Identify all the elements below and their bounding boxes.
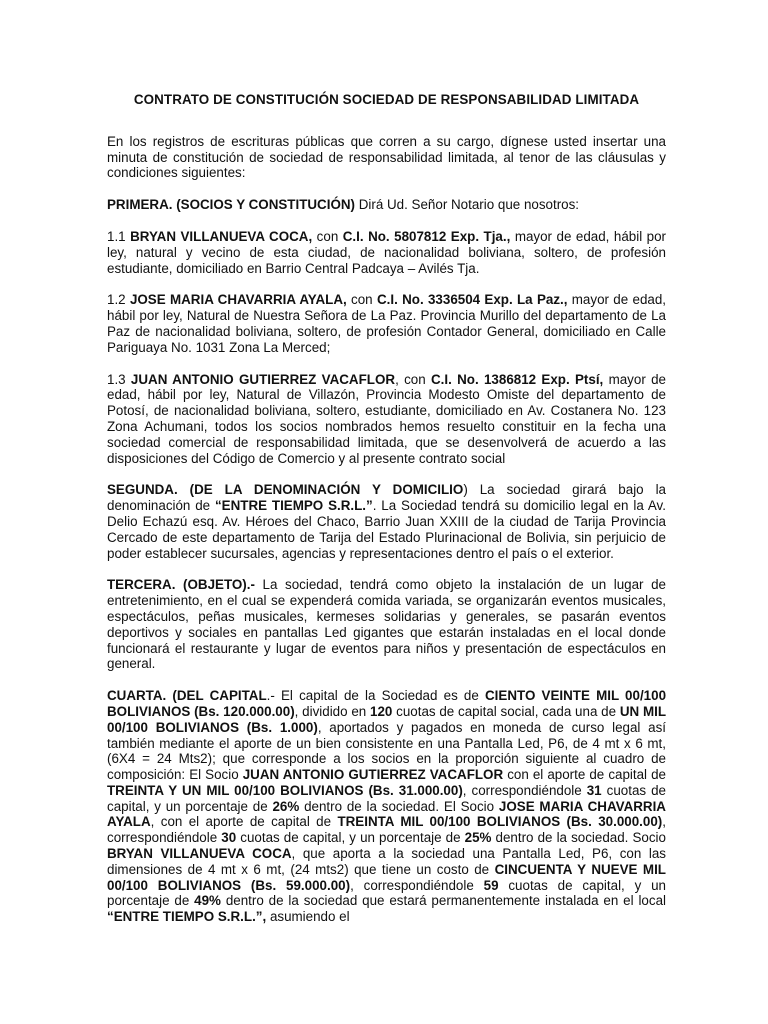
intro-paragraph: En los registros de escrituras públicas que corren a su cargo, dígnese usted insertar una minuta de constitución de sociedad de responsabilidad limitada, al tenor de las cláusulas y condiciones siguientes: xyxy=(107,133,666,181)
socio-3-paragraph xyxy=(107,372,666,467)
clause-segunda xyxy=(107,482,666,561)
bold-fragment: JUAN ANTONIO GUTIERREZ VACAFLOR xyxy=(242,767,504,783)
text-fragment: dentro de la sociedad. El Socio xyxy=(299,798,499,814)
socio-ci: C.I. No. 5807812 Exp. Tja., xyxy=(342,228,511,244)
bold-fragment: 25% xyxy=(464,830,492,846)
text-fragment: cuotas de capital, y un porcentaje de xyxy=(236,830,465,846)
text-fragment: cuotas de capital, y un porcentaje de xyxy=(107,877,666,909)
bold-fragment: UN MIL 00/100 BOLIVIANOS (Bs. 1.000) xyxy=(107,703,667,735)
socio-1-paragraph xyxy=(107,229,666,276)
clause-text: Dirá Ud. Señor Notario que nosotros: xyxy=(355,197,580,213)
text-fragment: , correspondiéndole xyxy=(350,877,484,893)
socio-name: JUAN ANTONIO GUTIERREZ VACAFLOR xyxy=(130,371,396,387)
socio-2-paragraph xyxy=(107,292,666,355)
bold-fragment: 120 xyxy=(370,703,393,719)
bold-fragment: 31 xyxy=(586,782,602,798)
text-fragment: con el aporte de capital de xyxy=(503,767,666,783)
clause-text: La sociedad, tendrá como objeto la instalación de un lugar de entretenimiento, en el cual se expenderá comida variada, se organizarán eventos musicales, espectáculos, peñas musicales, kermeses solidarias y generales, se pasarán eventos deportivos y sociales en pantallas Led gigantes que estarán instaladas en el local donde funcionará el restaurante y lugar de eventos para niños y presentación de espectáculos en general. xyxy=(107,577,666,672)
text-fragment: con xyxy=(312,228,343,244)
item-number: 1.2 xyxy=(107,292,130,308)
bold-fragment: 59 xyxy=(483,877,499,893)
bold-fragment: 49% xyxy=(194,893,221,909)
socio-ci: C.I. No. 1386812 Exp. Ptsí, xyxy=(430,371,604,387)
text-fragment: asumiendo el xyxy=(266,909,350,925)
clause-heading: TERCERA. (OBJETO).- xyxy=(107,577,255,593)
socio-details: mayor de edad, hábil por ley, natural y vecino de esta ciudad, de nacionalidad boliviana, soltero, de profesión estudiante, domiciliado en Barrio Central Padcaya – Avilés Tja. xyxy=(107,228,667,276)
document-page xyxy=(107,92,666,941)
text-fragment: , que aporta a la sociedad una Pantalla Led, P6, con las dimensiones de 4 mt x 6 mt, (24 mts2) que tiene un costo de xyxy=(107,846,666,877)
socio-name: JOSE MARIA CHAVARRIA AYALA, xyxy=(129,292,347,308)
socio-details: mayor de edad, hábil por ley, Natural de Nuestra Señora de La Paz. Provincia Murillo del departamento de La Paz de nacionalidad boliviana, soltero, de profesión Contador General, domiciliado en Calle Pariguaya No. 1031 Zona La Merced; xyxy=(107,292,667,355)
text-fragment: dentro de la sociedad. Socio xyxy=(491,830,666,846)
text-fragment: , con xyxy=(395,371,431,387)
socio-name: BRYAN VILLANUEVA COCA, xyxy=(130,228,313,244)
text-fragment: , dividido en xyxy=(294,703,371,719)
clause-tercera xyxy=(107,577,666,672)
item-number: 1.1 xyxy=(107,228,131,244)
bold-fragment: TREINTA MIL 00/100 BOLIVIANOS (Bs. 30.000.00) xyxy=(337,814,663,830)
text-fragment: , aportados y pagados en moneda de curso legal así también mediante el aporte de un bien consistente en una Pantalla Led, P6, de 4 mt x 6 mt, (6X4 = 24 Mts2); que corresponde a los socios en la proporción siguiente al cuadro de composición: El Socio xyxy=(107,719,666,783)
clause-heading: SEGUNDA. (DE LA DENOMINACIÓN Y DOMICILIO xyxy=(107,482,464,498)
clause-primera xyxy=(107,197,666,213)
clause-heading: PRIMERA. (SOCIOS Y CONSTITUCIÓN) xyxy=(107,197,355,213)
text-fragment: dentro de la sociedad que estará permanentemente instalada en el local xyxy=(220,893,666,909)
socio-details: mayor de edad, hábil por ley, Natural de Villazón, Provincia Modesto Omiste del departamento de Potosí, de nacionalidad boliviana, soltero, estudiante, domiciliado en Av. Costanera No. 123 Zona Achumani, todos los socios nombrados hemos resuelto constituir en la fecha una sociedad comercial de responsabilidad limitada, que se desenvolverá de acuerdo a las disposiciones del Código de Comercio y al presente contrato social xyxy=(107,371,666,466)
text-fragment: cuotas de capital, y un porcentaje de xyxy=(107,782,666,814)
bold-fragment: CINCUENTA Y NUEVE MIL 00/100 BOLIVIANOS (Bs. 59.000.00) xyxy=(107,861,666,893)
item-number: 1.3 xyxy=(107,371,131,387)
text-fragment: con xyxy=(346,292,377,308)
bold-fragment: TREINTA Y UN MIL 00/100 BOLIVIANOS (Bs. 31.000.00) xyxy=(107,782,463,798)
clause-cuarta xyxy=(107,688,666,925)
socio-ci: C.I. No. 3336504 Exp. La Paz., xyxy=(376,292,568,308)
bold-fragment: 30 xyxy=(221,830,237,846)
text-fragment: .- El capital de la Sociedad es de xyxy=(266,688,486,704)
bold-fragment: 26% xyxy=(272,798,300,814)
bold-fragment: JOSE MARIA CHAVARRIA AYALA xyxy=(107,798,666,830)
clause-heading: CUARTA. (DEL CAPITAL xyxy=(107,688,267,704)
bold-fragment: CIENTO VEINTE MIL 00/100 BOLIVIANOS (Bs. 120.000.00) xyxy=(107,688,667,719)
text-fragment: . La Sociedad tendrá su domicilio legal en la Av. Delio Echazú esq. Av. Héroes del Chaco, Barrio Juan XXIII de la ciudad de Tarija Provincia Cercado de este departamento de Tarija del Estado Plurinacional de Bolivia, sin perjuicio de poder establecer sucursales, agencias y representaciones dentro el país o el exterior. xyxy=(107,498,666,561)
text-fragment: ) La sociedad girará bajo la denominación de xyxy=(107,482,666,514)
text-fragment: , correspondiéndole xyxy=(462,782,587,798)
company-name: “ENTRE TIEMPO S.R.L.” xyxy=(214,498,373,514)
text-fragment: , correspondiéndole xyxy=(107,814,666,846)
bold-fragment: “ENTRE TIEMPO S.R.L.”, xyxy=(107,909,267,925)
text-fragment: , con el aporte de capital de xyxy=(150,814,338,830)
bold-fragment: BRYAN VILLANUEVA COCA xyxy=(107,846,292,862)
document-title: CONTRATO DE CONSTITUCIÓN SOCIEDAD DE RESPONSABILIDAD LIMITADA xyxy=(133,92,640,107)
text-fragment: cuotas de capital social, cada una de xyxy=(392,703,620,719)
